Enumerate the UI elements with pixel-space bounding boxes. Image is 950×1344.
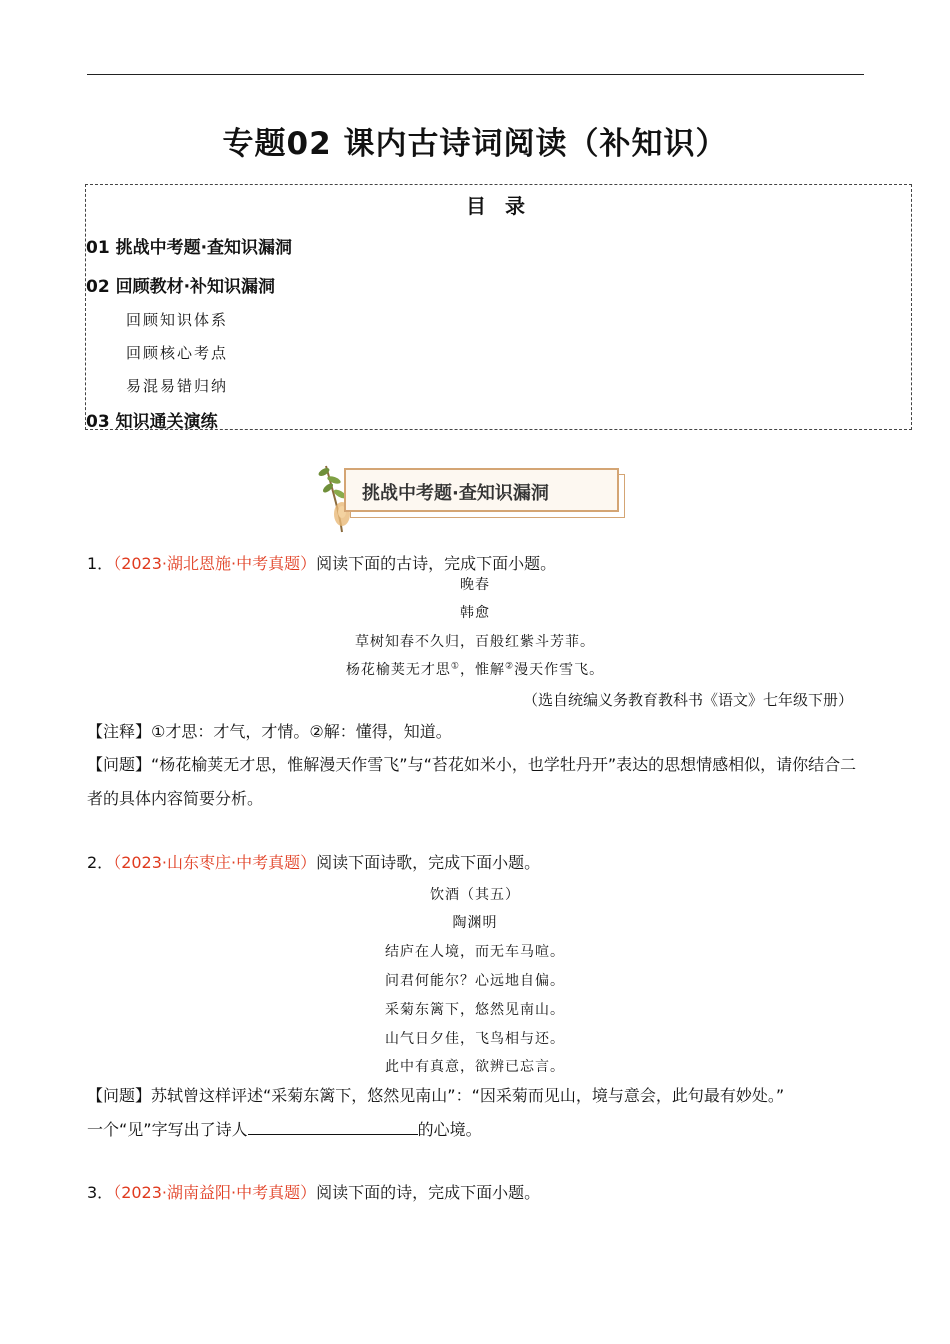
poem-source: （选自统编义务教育教科书《语文》七年级下册）	[522, 691, 853, 709]
toc-item-03[interactable]: 03 知识通关演练	[86, 412, 218, 432]
question-1-text: 【问题】“杨花榆荚无才思，惟解漫天作雪飞”与“苔花如米小，也学牡丹开”表达的思想情感相似，请你结合二者的具体内容简要分析。	[87, 755, 857, 808]
section-banner	[312, 462, 632, 534]
question-text: 一个“见”字写出了诗人	[87, 1120, 248, 1139]
poem-title: 晚春	[460, 577, 490, 593]
toc-heading: 目 录	[466, 194, 531, 218]
footnote-mark: ①	[450, 661, 460, 672]
poem-author: 陶渊明	[452, 915, 498, 931]
poem-line: 此中有真意，欲辨已忘言。	[385, 1059, 565, 1075]
question-text: 的心境。	[417, 1120, 482, 1139]
poem-line-annotated	[0, 659, 950, 679]
toc-subitem-core-points[interactable]: 回顾核心考点	[126, 344, 229, 362]
poem-line: 问君何能尔？心远地自偏。	[385, 973, 565, 989]
poem-author: 韩愈	[460, 605, 490, 621]
poem-line: 山气日夕佳，飞鸟相与还。	[385, 1031, 565, 1047]
table-of-contents	[85, 184, 912, 430]
question-3-header	[87, 1180, 540, 1203]
poem-line: 采菊东篱下，悠然见南山。	[385, 1002, 565, 1018]
question-2-header	[87, 850, 540, 873]
poem-text: 漫天作雪飞。	[514, 662, 605, 678]
toc-subitem-common-errors[interactable]: 易混易错归纳	[126, 377, 229, 395]
poem-line: 草树知春不久归，百般红紫斗芳菲。	[355, 634, 595, 650]
question-1-header	[87, 551, 556, 574]
question-prompt: 阅读下面诗歌，完成下面小题。	[316, 853, 541, 872]
answer-blank[interactable]	[248, 1118, 418, 1135]
toc-item-01[interactable]: 01 挑战中考题·查知识漏洞	[86, 238, 293, 258]
poem-line: 结庐在人境，而无车马喧。	[385, 944, 565, 960]
question-2-text	[87, 1079, 867, 1147]
question-prompt: 阅读下面的诗，完成下面小题。	[316, 1183, 541, 1202]
question-source-tag: （2023·湖南益阳·中考真题）	[113, 1183, 317, 1202]
question-text: 【问题】苏轼曾这样评述“采菊东篱下，悠然见南山”：“因采菊而见山，境与意会，此句最有妙处。”	[87, 1086, 785, 1105]
question-number: 3．	[87, 1183, 114, 1202]
banner-label: 挑战中考题·查知识漏洞	[362, 483, 549, 504]
poem-title: 饮酒（其五）	[430, 887, 520, 903]
toc-item-02[interactable]: 02 回顾教材·补知识漏洞	[86, 277, 276, 297]
toc-subitem-knowledge-system[interactable]: 回顾知识体系	[126, 311, 229, 329]
poem-text: ，惟解	[460, 662, 505, 678]
annotation-note: 【注释】①才思：才气，才情。②解：懂得，知道。	[87, 722, 452, 741]
question-number: 1．	[87, 554, 114, 573]
footnote-mark: ②	[505, 661, 515, 672]
question-source-tag: （2023·山东枣庄·中考真题）	[113, 853, 317, 872]
question-source-tag: （2023·湖北恩施·中考真题）	[113, 554, 317, 573]
poem-text: 杨花榆荚无才思	[345, 662, 451, 678]
header-rule	[87, 74, 864, 75]
page-title: 专题02 课内古诗词阅读（补知识）	[222, 126, 728, 162]
question-number: 2．	[87, 853, 114, 872]
question-prompt: 阅读下面的古诗，完成下面小题。	[316, 554, 557, 573]
